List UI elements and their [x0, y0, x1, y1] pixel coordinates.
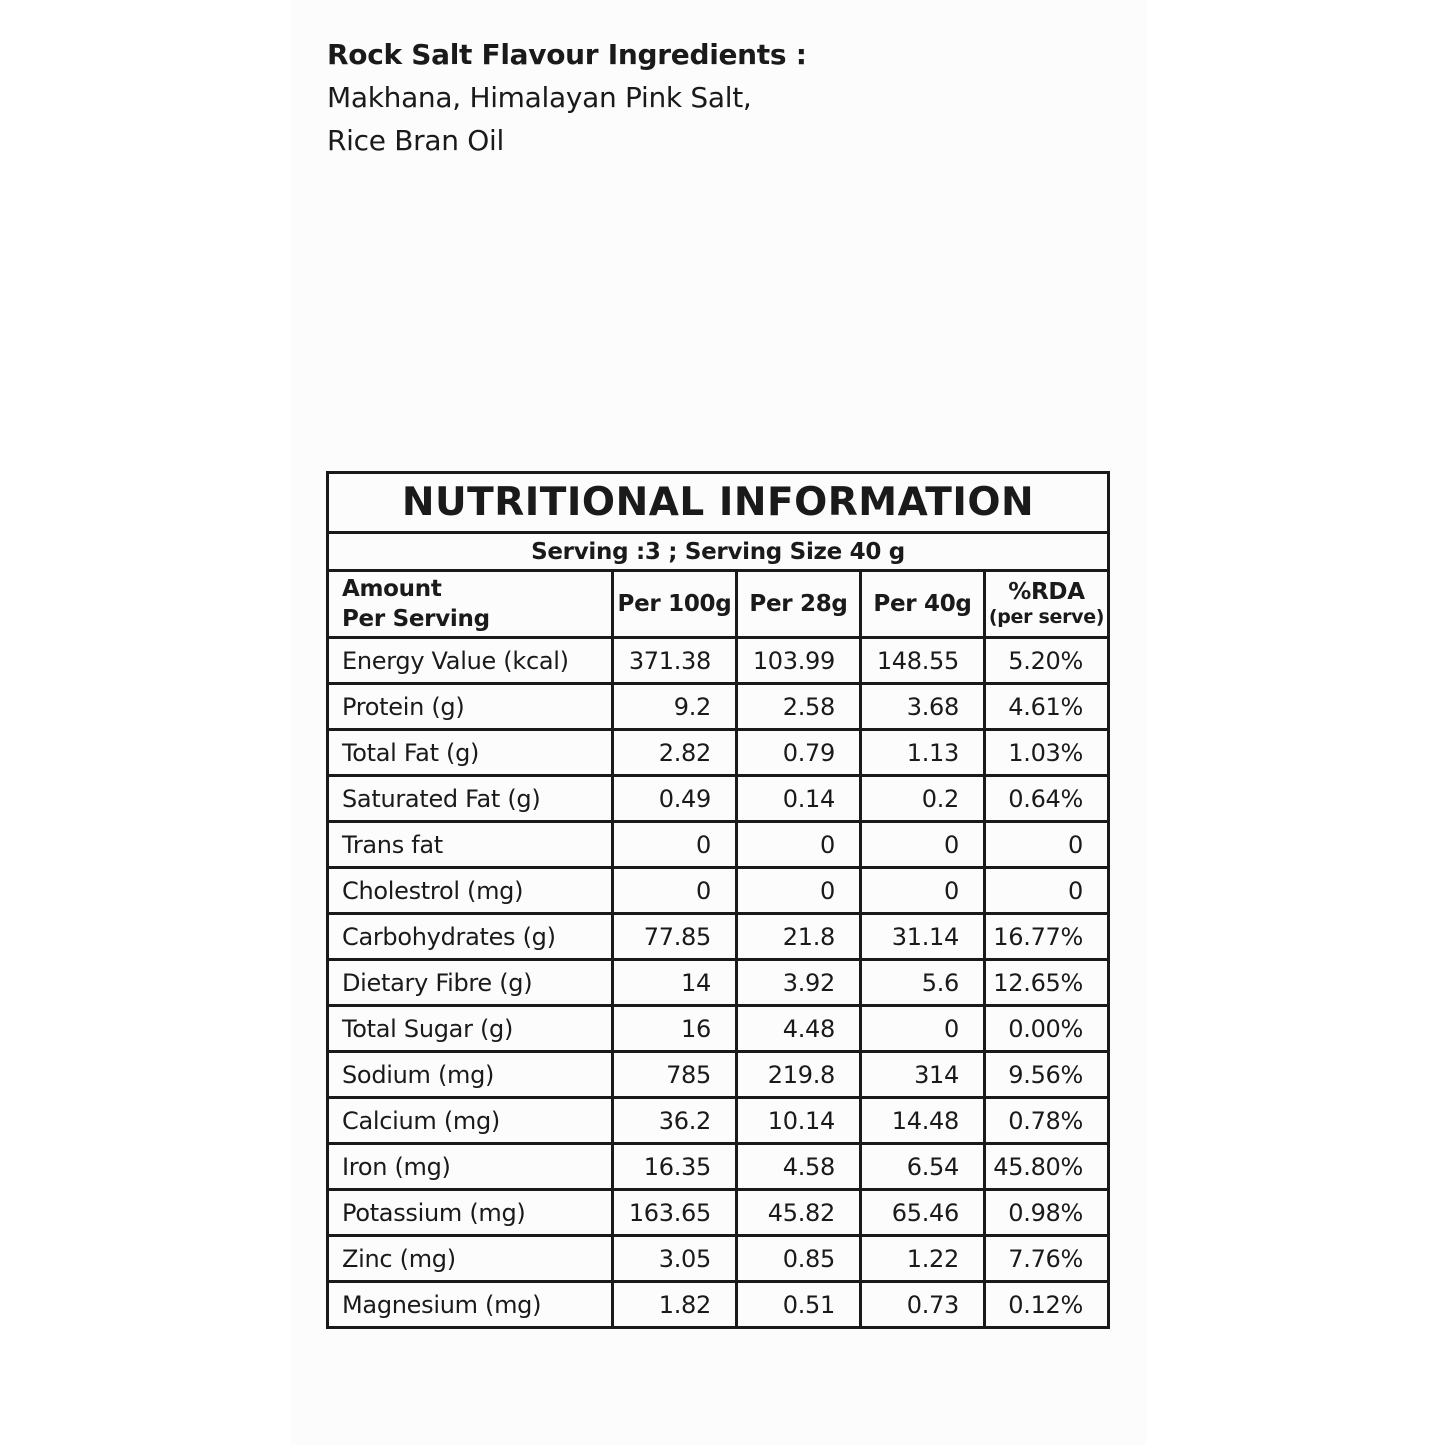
value-per40: 0	[861, 822, 985, 868]
table-row	[328, 1098, 1109, 1144]
value-per100: 0	[613, 822, 737, 868]
table-row	[328, 730, 1109, 776]
nutrition-title: NUTRITIONAL INFORMATION	[328, 473, 1109, 533]
value-rda: 12.65%	[985, 960, 1109, 1006]
column-header-amount	[328, 571, 613, 638]
value-per40: 6.54	[861, 1144, 985, 1190]
table-row	[328, 638, 1109, 684]
table-row	[328, 1052, 1109, 1098]
table-row	[328, 1006, 1109, 1052]
value-per40: 31.14	[861, 914, 985, 960]
value-per28: 0	[737, 868, 861, 914]
nutrient-name: Trans fat	[328, 822, 613, 868]
table-row	[328, 960, 1109, 1006]
value-per28: 0	[737, 822, 861, 868]
column-header-amount-line1: Amount	[342, 576, 442, 602]
nutrient-name: Protein (g)	[328, 684, 613, 730]
column-header-per28: Per 28g	[737, 571, 861, 638]
ingredients-title: Rock Salt Flavour Ingredients :	[327, 38, 807, 71]
nutrient-name: Zinc (mg)	[328, 1236, 613, 1282]
value-rda: 0.00%	[985, 1006, 1109, 1052]
value-per100: 16	[613, 1006, 737, 1052]
value-rda: 16.77%	[985, 914, 1109, 960]
value-per100: 14	[613, 960, 737, 1006]
nutrient-name: Sodium (mg)	[328, 1052, 613, 1098]
value-per100: 0	[613, 868, 737, 914]
value-per100: 785	[613, 1052, 737, 1098]
nutrient-name: Energy Value (kcal)	[328, 638, 613, 684]
value-per100: 3.05	[613, 1236, 737, 1282]
nutrient-name: Dietary Fibre (g)	[328, 960, 613, 1006]
serving-info: Serving :3 ; Serving Size 40 g	[328, 533, 1109, 571]
value-per28: 3.92	[737, 960, 861, 1006]
nutrition-rows	[328, 638, 1109, 1328]
value-per100: 163.65	[613, 1190, 737, 1236]
value-per28: 0.14	[737, 776, 861, 822]
nutrient-name: Potassium (mg)	[328, 1190, 613, 1236]
value-rda: 0.12%	[985, 1282, 1109, 1328]
column-header-amount-line2: Per Serving	[342, 606, 490, 632]
value-per100: 2.82	[613, 730, 737, 776]
value-rda: 45.80%	[985, 1144, 1109, 1190]
value-per40: 65.46	[861, 1190, 985, 1236]
value-per28: 4.58	[737, 1144, 861, 1190]
nutrient-name: Total Sugar (g)	[328, 1006, 613, 1052]
value-rda: 4.61%	[985, 684, 1109, 730]
ingredients-line-1: Makhana, Himalayan Pink Salt,	[327, 81, 752, 114]
value-per40: 314	[861, 1052, 985, 1098]
column-header-row	[328, 571, 1109, 638]
value-per28: 0.51	[737, 1282, 861, 1328]
value-per28: 45.82	[737, 1190, 861, 1236]
value-per100: 77.85	[613, 914, 737, 960]
value-per40: 3.68	[861, 684, 985, 730]
value-rda: 5.20%	[985, 638, 1109, 684]
value-rda: 9.56%	[985, 1052, 1109, 1098]
value-per40: 5.6	[861, 960, 985, 1006]
table-row	[328, 822, 1109, 868]
value-per28: 21.8	[737, 914, 861, 960]
nutrient-name: Magnesium (mg)	[328, 1282, 613, 1328]
value-per40: 0.73	[861, 1282, 985, 1328]
value-per100: 9.2	[613, 684, 737, 730]
value-per100: 1.82	[613, 1282, 737, 1328]
value-rda: 7.76%	[985, 1236, 1109, 1282]
value-per100: 0.49	[613, 776, 737, 822]
value-per28: 4.48	[737, 1006, 861, 1052]
nutrient-name: Iron (mg)	[328, 1144, 613, 1190]
value-rda: 1.03%	[985, 730, 1109, 776]
table-row	[328, 1282, 1109, 1328]
value-per40: 148.55	[861, 638, 985, 684]
value-per40: 1.13	[861, 730, 985, 776]
value-per28: 0.79	[737, 730, 861, 776]
value-per28: 103.99	[737, 638, 861, 684]
table-row	[328, 684, 1109, 730]
nutrient-name: Total Fat (g)	[328, 730, 613, 776]
value-rda: 0	[985, 822, 1109, 868]
value-per40: 14.48	[861, 1098, 985, 1144]
nutrient-name: Saturated Fat (g)	[328, 776, 613, 822]
ingredients-block	[327, 34, 1027, 162]
value-per100: 36.2	[613, 1098, 737, 1144]
value-per40: 0.2	[861, 776, 985, 822]
table-row	[328, 1190, 1109, 1236]
value-per40: 0	[861, 868, 985, 914]
column-header-per40: Per 40g	[861, 571, 985, 638]
column-header-rda-sub: (per serve)	[988, 606, 1105, 628]
table-row	[328, 868, 1109, 914]
value-per40: 1.22	[861, 1236, 985, 1282]
nutrient-name: Calcium (mg)	[328, 1098, 613, 1144]
value-per100: 16.35	[613, 1144, 737, 1190]
ingredients-line-2: Rice Bran Oil	[327, 124, 504, 157]
table-row	[328, 776, 1109, 822]
value-per40: 0	[861, 1006, 985, 1052]
table-row	[328, 1144, 1109, 1190]
value-per100: 371.38	[613, 638, 737, 684]
value-rda: 0.64%	[985, 776, 1109, 822]
value-per28: 219.8	[737, 1052, 861, 1098]
nutrient-name: Carbohydrates (g)	[328, 914, 613, 960]
value-per28: 10.14	[737, 1098, 861, 1144]
column-header-per100: Per 100g	[613, 571, 737, 638]
value-per28: 0.85	[737, 1236, 861, 1282]
nutrition-table	[326, 471, 1110, 1329]
value-rda: 0.78%	[985, 1098, 1109, 1144]
table-row	[328, 914, 1109, 960]
column-header-rda-label: %RDA	[1008, 579, 1085, 605]
value-rda: 0	[985, 868, 1109, 914]
column-header-rda	[985, 571, 1109, 638]
value-rda: 0.98%	[985, 1190, 1109, 1236]
value-per28: 2.58	[737, 684, 861, 730]
table-row	[328, 1236, 1109, 1282]
nutrient-name: Cholestrol (mg)	[328, 868, 613, 914]
